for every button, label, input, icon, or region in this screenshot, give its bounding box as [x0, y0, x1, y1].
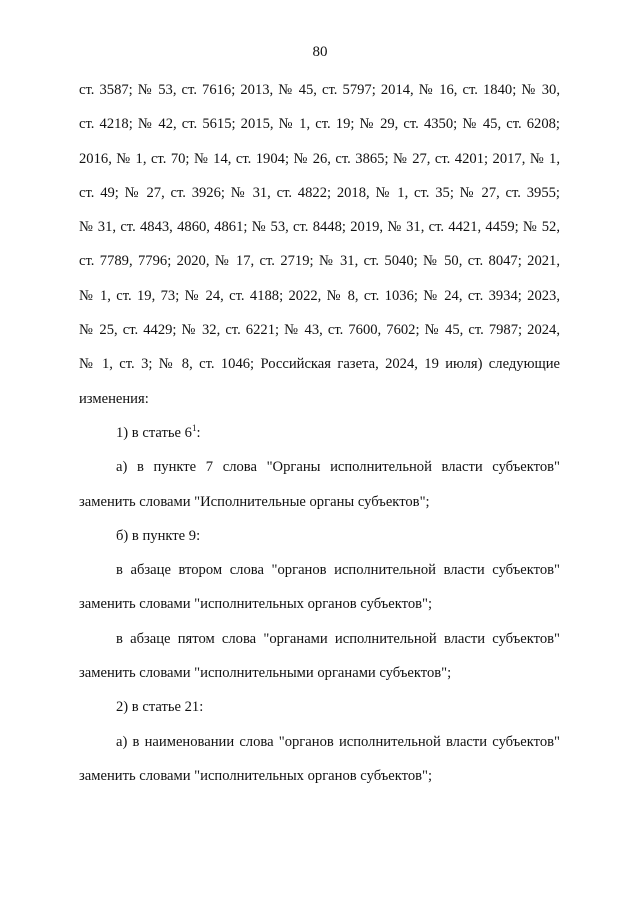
item-1-suffix: : — [196, 424, 201, 441]
text-line: 2016, № 1, ст. 70; № 14, ст. 1904; № 26, ст. 3865; № 27, ст. 4201; 2017, № 1, — [79, 150, 560, 167]
item-1a-line: а) в пункте 7 слова "Органы исполнительной власти субъектов" — [116, 459, 560, 476]
superscript: 1 — [191, 422, 197, 433]
item-1-heading — [79, 421, 560, 455]
item-2a-line: а) в наименовании слова "органов исполнительной власти субъектов" — [116, 733, 560, 750]
document-body — [79, 78, 560, 798]
page-number: 80 — [312, 44, 328, 60]
item-1b-heading: б) в пункте 9: — [116, 527, 201, 544]
text-line: изменения: — [79, 390, 149, 407]
text-line: № 31, ст. 4843, 4860, 4861; № 53, ст. 8448; 2019, № 31, ст. 4421, 4459; № 52, — [79, 219, 560, 236]
text-line: № 1, ст. 3; № 8, ст. 1046; Российская газета, 2024, 19 июля) следующие — [79, 356, 560, 373]
text-line: ст. 7789, 7796; 2020, № 17, ст. 2719; № 31, ст. 5040; № 50, ст. 8047; 2021, — [79, 253, 560, 270]
text-line: ст. 49; № 27, ст. 3926; № 31, ст. 4822; 2018, № 1, ст. 35; № 27, ст. 3955; — [79, 184, 560, 201]
item-2a-line: заменить словами "исполнительных органов субъектов"; — [79, 767, 433, 784]
item-1b-paragraph-5-line: в абзаце пятом слова "органами исполнительной власти субъектов" — [116, 630, 560, 647]
item-1b-paragraph-2-line: в абзаце втором слова "органов исполнительной власти субъектов" — [116, 562, 560, 579]
text-line: ст. 3587; № 53, ст. 7616; 2013, № 45, ст. 5797; 2014, № 16, ст. 1840; № 30, — [79, 82, 560, 98]
text-line: ст. 4218; № 42, ст. 5615; 2015, № 1, ст. 19; № 29, ст. 4350; № 45, ст. 6208; — [79, 116, 560, 133]
item-1-text: 1) в статье 6 — [116, 424, 192, 441]
item-1a-line: заменить словами "Исполнительные органы субъектов"; — [79, 493, 430, 510]
item-1b-paragraph-2-line: заменить словами "исполнительных органов субъектов"; — [79, 596, 433, 613]
text-line: № 25, ст. 4429; № 32, ст. 6221; № 43, ст. 7600, 7602; № 45, ст. 7987; 2024, — [79, 322, 560, 339]
item-2-heading: 2) в статье 21: — [116, 699, 204, 716]
item-1b-paragraph-5-line: заменить словами "исполнительными органами субъектов"; — [79, 665, 452, 682]
text-line: № 1, ст. 19, 73; № 24, ст. 4188; 2022, № 8, ст. 1036; № 24, ст. 3934; 2023, — [79, 287, 560, 304]
